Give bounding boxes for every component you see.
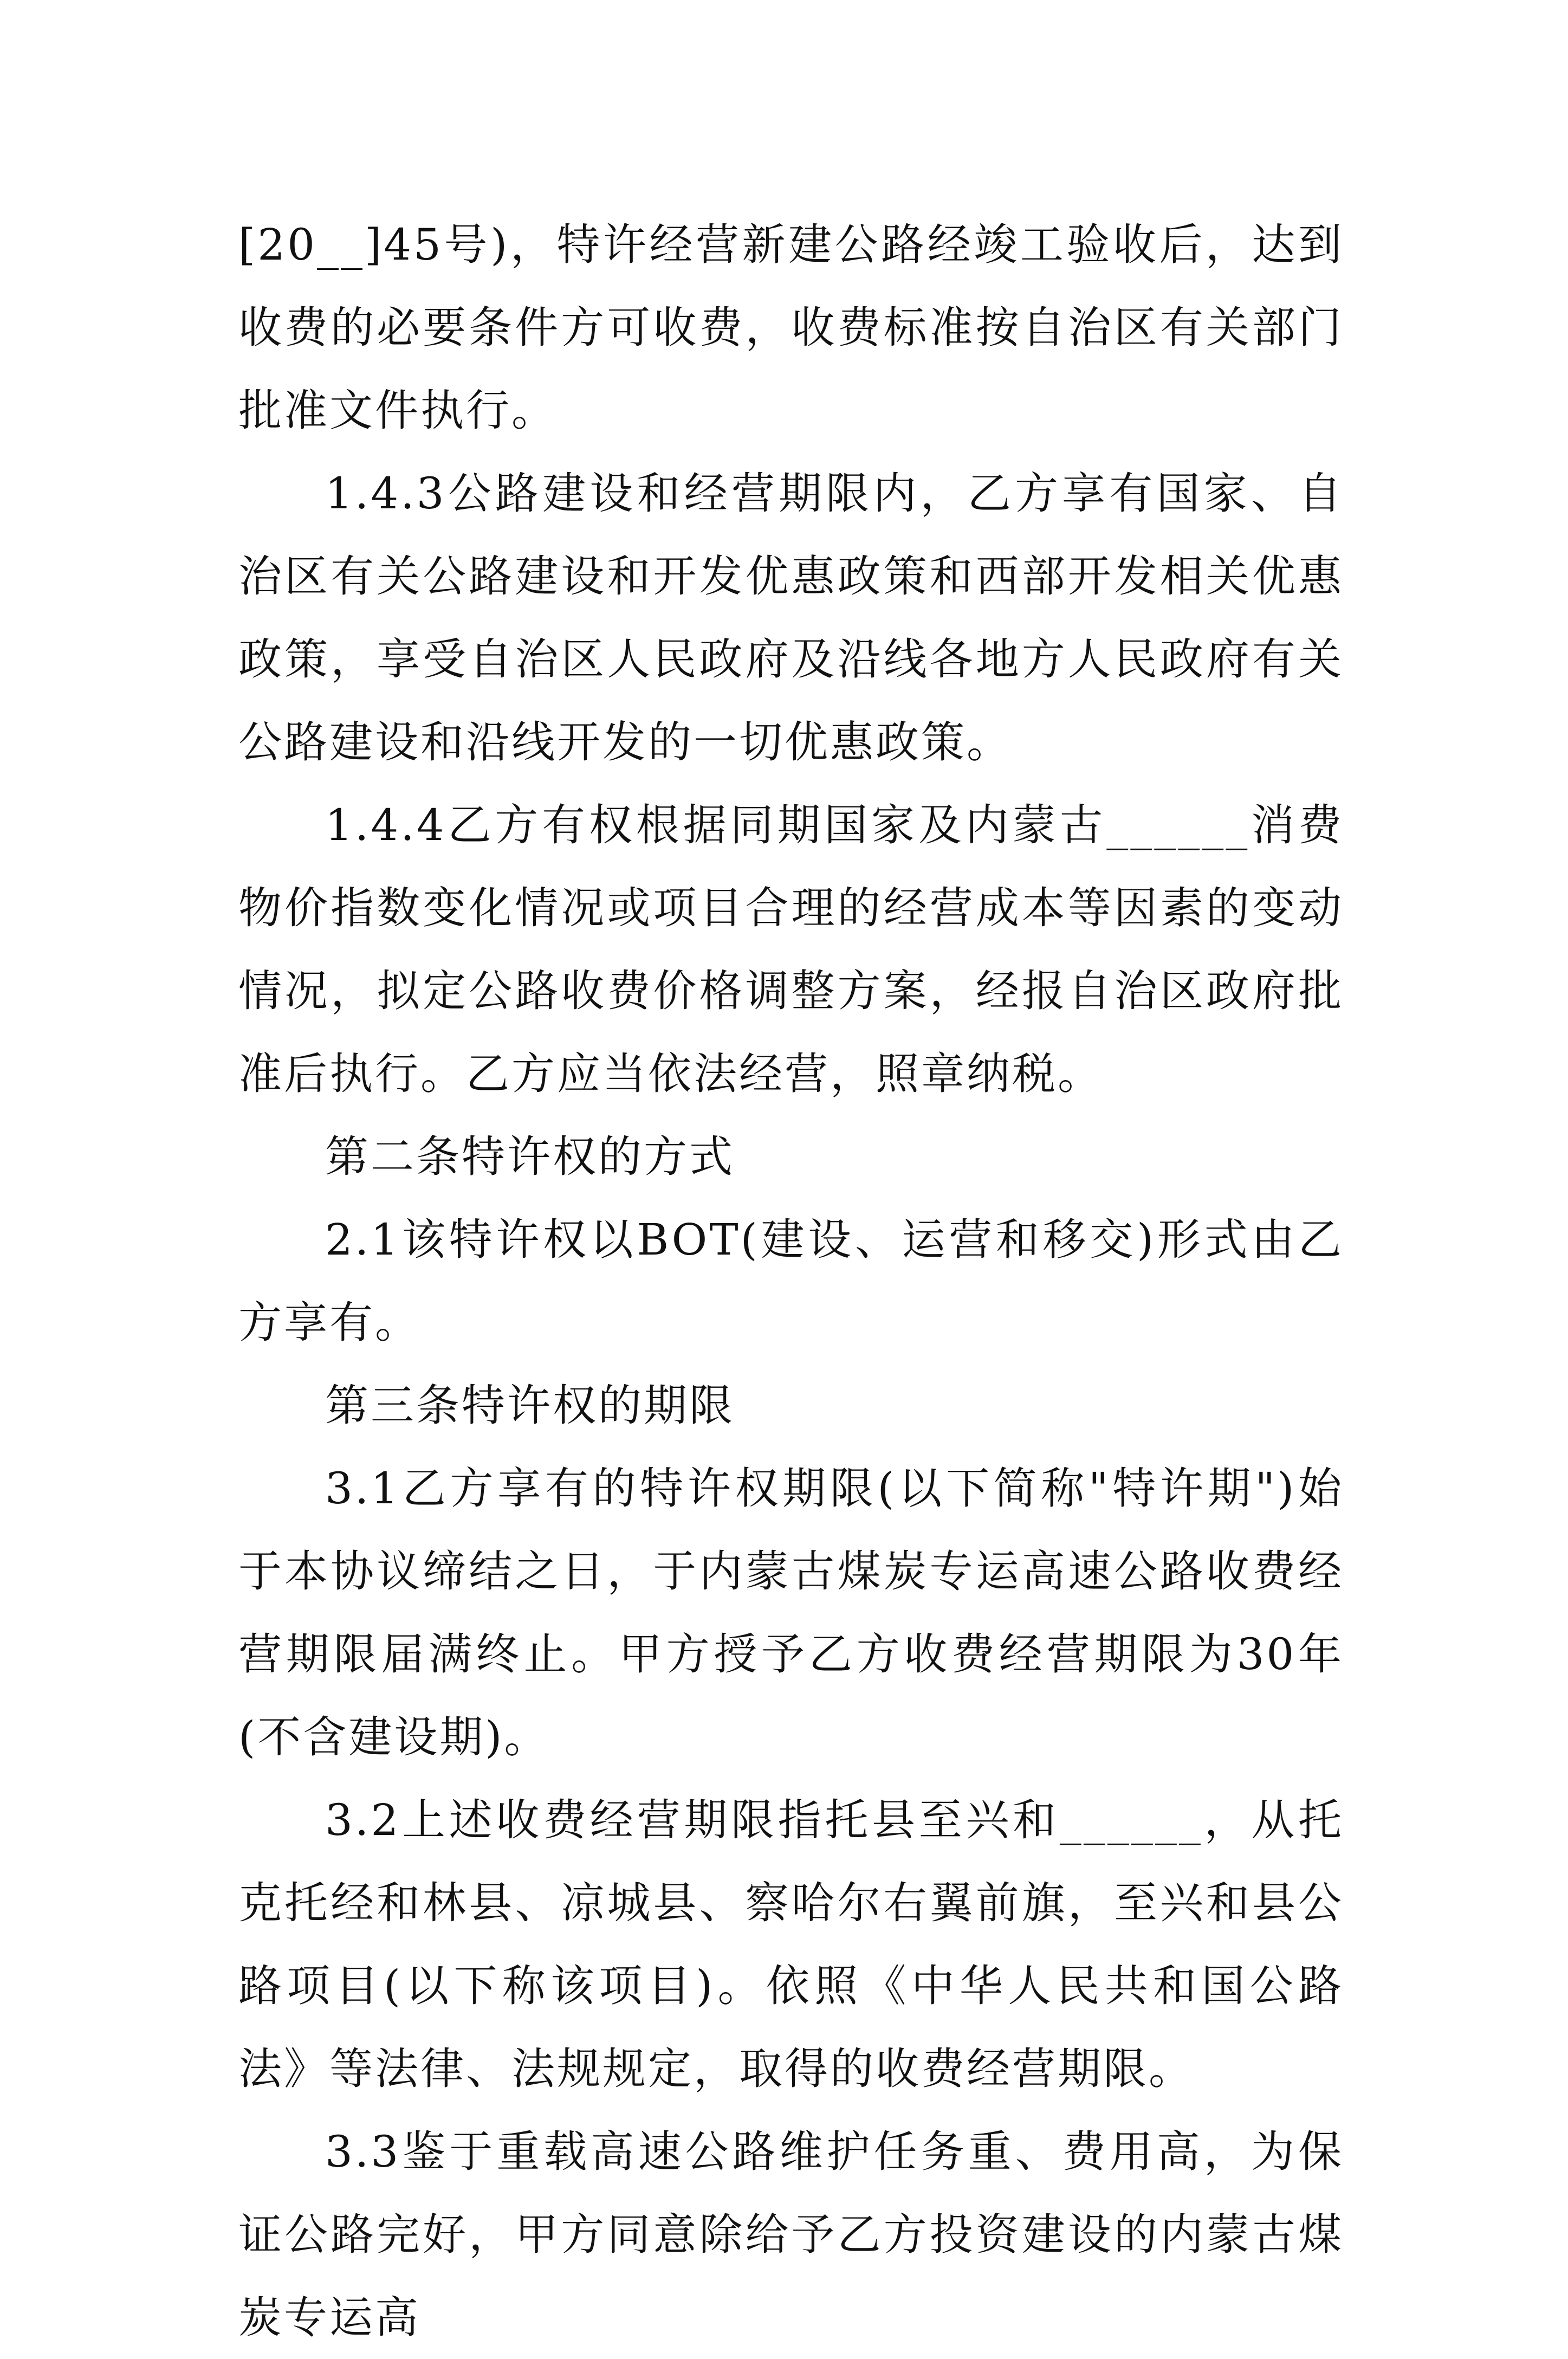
paragraph-1-4-3: 1.4.3公路建设和经营期限内，乙方享有国家、自治区有关公路建设和开发优惠政策和西部开发相关优惠政策，享受自治区人民政府及沿线各地方人民政府有关公路建设和沿线开发的一切优惠政策。 xyxy=(238,468,1344,767)
paragraph-fee-conditions: [20__]45号)，特许经营新建公路经竣工验收后，达到收费的必要条件方可收费，收费标准按自治区有关部门批准文件执行。 xyxy=(238,219,1344,436)
paragraph-3-3: 3.3鉴于重载高速公路维护任务重、费用高，为保证公路完好，甲方同意除给予乙方投资建设的内蒙古煤炭专运高 xyxy=(238,2127,1344,2343)
heading-article-2: 第二条特许权的方式 xyxy=(325,1132,735,1182)
paragraph-1-4-4: 1.4.4乙方有权根据同期国家及内蒙古______消费物价指数变化情况或项目合理的经营成本等因素的变动情况，拟定公路收费价格调整方案，经报自治区政府批准后执行。乙方应当依法经营，照章纳税。 xyxy=(238,800,1344,1099)
document-body xyxy=(238,203,1344,2359)
heading-article-3: 第三条特许权的期限 xyxy=(325,1380,735,1431)
paragraph-3-2: 3.2上述收费经营期限指托县至兴和______，从托克托经和林县、凉城县、察哈尔右翼前旗，至兴和县公路项目(以下称该项目)。依照《中华人民共和国公路法》等法律、法规规定，取得的收费经营期限。 xyxy=(238,1795,1344,2094)
paragraph-2-1: 2.1该特许权以BOT(建设、运营和移交)形式由乙方享有。 xyxy=(238,1214,1344,1348)
paragraph-3-1: 3.1乙方享有的特许权期限(以下简称"特许期")始于本协议缔结之日，于内蒙古煤炭专运高速公路收费经营期限届满终止。甲方授予乙方收费经营期限为30年(不含建设期)。 xyxy=(238,1463,1344,1762)
